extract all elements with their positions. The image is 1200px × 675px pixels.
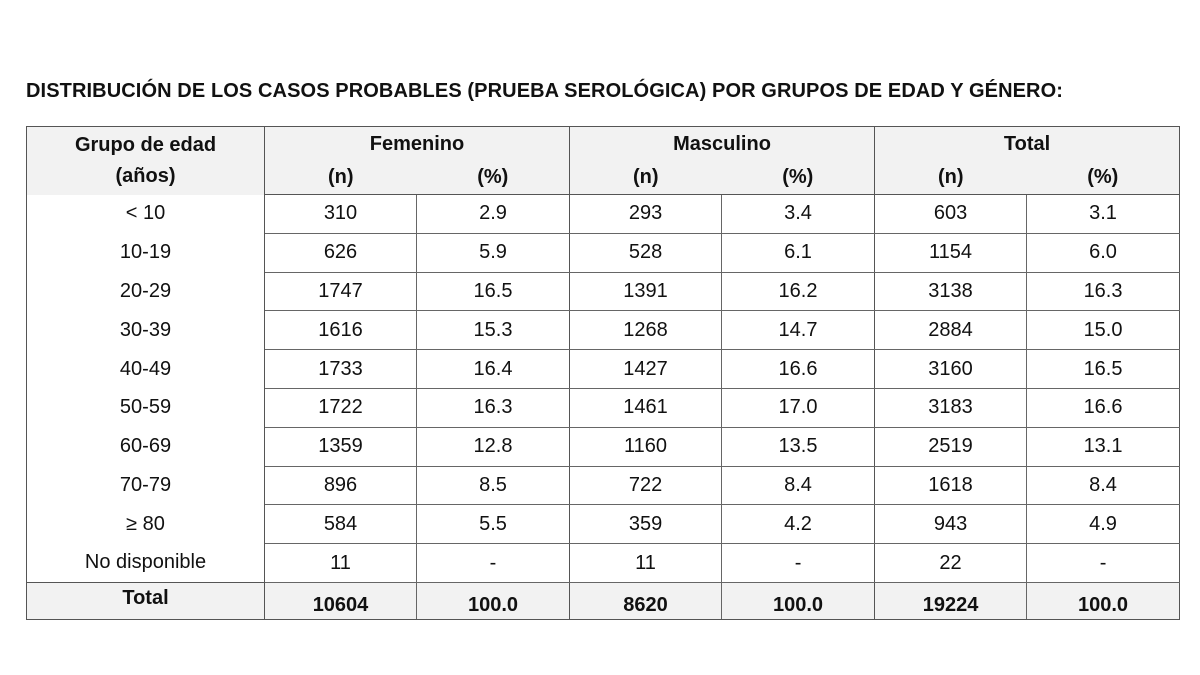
age-group-cell: 10-19 xyxy=(27,233,265,272)
masculino-pct-cell: 16.6 xyxy=(722,350,875,389)
total-pct-cell: 3.1 xyxy=(1027,195,1180,234)
masculino-pct-cell: 14.7 xyxy=(722,311,875,350)
total-pct-cell: 6.0 xyxy=(1027,233,1180,272)
femenino-pct-header: (%) xyxy=(417,161,570,195)
age-group-cell: 60-69 xyxy=(27,427,265,466)
masculino-pct-cell: 13.5 xyxy=(722,427,875,466)
age-group-cell: 20-29 xyxy=(27,272,265,311)
masculino-n-cell: 1160 xyxy=(570,427,722,466)
femenino-n-cell: 896 xyxy=(265,466,417,505)
masculino-n-header: (n) xyxy=(570,161,722,195)
total-n-cell: 603 xyxy=(875,195,1027,234)
total-n-cell: 22 xyxy=(875,544,1027,583)
table-row xyxy=(27,311,1180,350)
total-n-cell: 2519 xyxy=(875,427,1027,466)
total-n-cell: 3160 xyxy=(875,350,1027,389)
masculino-n-cell: 293 xyxy=(570,195,722,234)
age-gender-table xyxy=(26,126,1180,620)
total-n-cell: 3138 xyxy=(875,272,1027,311)
femenino-n-cell: 626 xyxy=(265,233,417,272)
femenino-pct-cell: 8.5 xyxy=(417,466,570,505)
age-group-header xyxy=(27,127,265,195)
table-row xyxy=(27,233,1180,272)
femenino-header: Femenino xyxy=(265,127,570,162)
total-n-cell: 2884 xyxy=(875,311,1027,350)
age-group-cell: < 10 xyxy=(27,195,265,234)
total-masculino-n-cell: 8620 xyxy=(570,582,722,619)
total-header: Total xyxy=(875,127,1180,162)
masculino-pct-cell: 6.1 xyxy=(722,233,875,272)
age-group-cell: ≥ 80 xyxy=(27,505,265,544)
table-row xyxy=(27,544,1180,583)
total-pct-cell: - xyxy=(1027,544,1180,583)
table-row xyxy=(27,195,1180,234)
total-pct-cell: 15.0 xyxy=(1027,311,1180,350)
femenino-n-cell: 1747 xyxy=(265,272,417,311)
femenino-pct-cell: 5.9 xyxy=(417,233,570,272)
femenino-pct-cell: 12.8 xyxy=(417,427,570,466)
femenino-n-header: (n) xyxy=(265,161,417,195)
femenino-n-cell: 1722 xyxy=(265,388,417,427)
age-group-cell: 50-59 xyxy=(27,388,265,427)
age-group-cell: 30-39 xyxy=(27,311,265,350)
total-n-cell: 1154 xyxy=(875,233,1027,272)
total-n-cell: 943 xyxy=(875,505,1027,544)
total-femenino-n-cell: 10604 xyxy=(265,582,417,619)
masculino-pct-cell: 3.4 xyxy=(722,195,875,234)
femenino-n-cell: 11 xyxy=(265,544,417,583)
femenino-pct-cell: 16.3 xyxy=(417,388,570,427)
masculino-n-cell: 1427 xyxy=(570,350,722,389)
femenino-n-cell: 584 xyxy=(265,505,417,544)
femenino-pct-cell: 2.9 xyxy=(417,195,570,234)
masculino-n-cell: 359 xyxy=(570,505,722,544)
table-row xyxy=(27,427,1180,466)
table-row xyxy=(27,350,1180,389)
masculino-n-cell: 1461 xyxy=(570,388,722,427)
femenino-pct-cell: 16.4 xyxy=(417,350,570,389)
total-pct-cell: 16.3 xyxy=(1027,272,1180,311)
total-n-cell: 3183 xyxy=(875,388,1027,427)
femenino-n-cell: 1359 xyxy=(265,427,417,466)
masculino-pct-cell: 4.2 xyxy=(722,505,875,544)
femenino-n-cell: 1733 xyxy=(265,350,417,389)
header-row-groups xyxy=(27,127,1180,162)
femenino-pct-cell: - xyxy=(417,544,570,583)
table-row xyxy=(27,388,1180,427)
total-label-cell: Total xyxy=(27,582,265,619)
masculino-pct-header: (%) xyxy=(722,161,875,195)
table-row xyxy=(27,466,1180,505)
total-n-header: (n) xyxy=(875,161,1027,195)
masculino-pct-cell: 8.4 xyxy=(722,466,875,505)
total-femenino-pct-cell: 100.0 xyxy=(417,582,570,619)
femenino-pct-cell: 5.5 xyxy=(417,505,570,544)
age-group-cell: 40-49 xyxy=(27,350,265,389)
total-pct-cell: 4.9 xyxy=(1027,505,1180,544)
masculino-pct-cell: - xyxy=(722,544,875,583)
total-pct-cell: 13.1 xyxy=(1027,427,1180,466)
table-row xyxy=(27,272,1180,311)
page-title: DISTRIBUCIÓN DE LOS CASOS PROBABLES (PRUEBA SEROLÓGICA) POR GRUPOS DE EDAD Y GÉNERO: xyxy=(26,80,1064,102)
total-row xyxy=(27,582,1180,619)
total-pct-cell: 8.4 xyxy=(1027,466,1180,505)
masculino-n-cell: 1268 xyxy=(570,311,722,350)
femenino-n-cell: 1616 xyxy=(265,311,417,350)
femenino-pct-cell: 16.5 xyxy=(417,272,570,311)
masculino-header: Masculino xyxy=(570,127,875,162)
total-n-cell: 1618 xyxy=(875,466,1027,505)
total-pct-header: (%) xyxy=(1027,161,1180,195)
masculino-n-cell: 11 xyxy=(570,544,722,583)
masculino-n-cell: 722 xyxy=(570,466,722,505)
total-pct-cell: 16.6 xyxy=(1027,388,1180,427)
total-masculino-pct-cell: 100.0 xyxy=(722,582,875,619)
total-total-pct-cell: 100.0 xyxy=(1027,582,1180,619)
femenino-pct-cell: 15.3 xyxy=(417,311,570,350)
age-group-header-line1: Grupo de edad xyxy=(74,133,217,156)
masculino-pct-cell: 16.2 xyxy=(722,272,875,311)
total-total-n-cell: 19224 xyxy=(875,582,1027,619)
age-group-cell: No disponible xyxy=(27,544,265,583)
table-row xyxy=(27,505,1180,544)
masculino-pct-cell: 17.0 xyxy=(722,388,875,427)
masculino-n-cell: 1391 xyxy=(570,272,722,311)
total-pct-cell: 16.5 xyxy=(1027,350,1180,389)
masculino-n-cell: 528 xyxy=(570,233,722,272)
femenino-n-cell: 310 xyxy=(265,195,417,234)
age-group-header-line2: (años) xyxy=(115,164,176,187)
age-group-cell: 70-79 xyxy=(27,466,265,505)
